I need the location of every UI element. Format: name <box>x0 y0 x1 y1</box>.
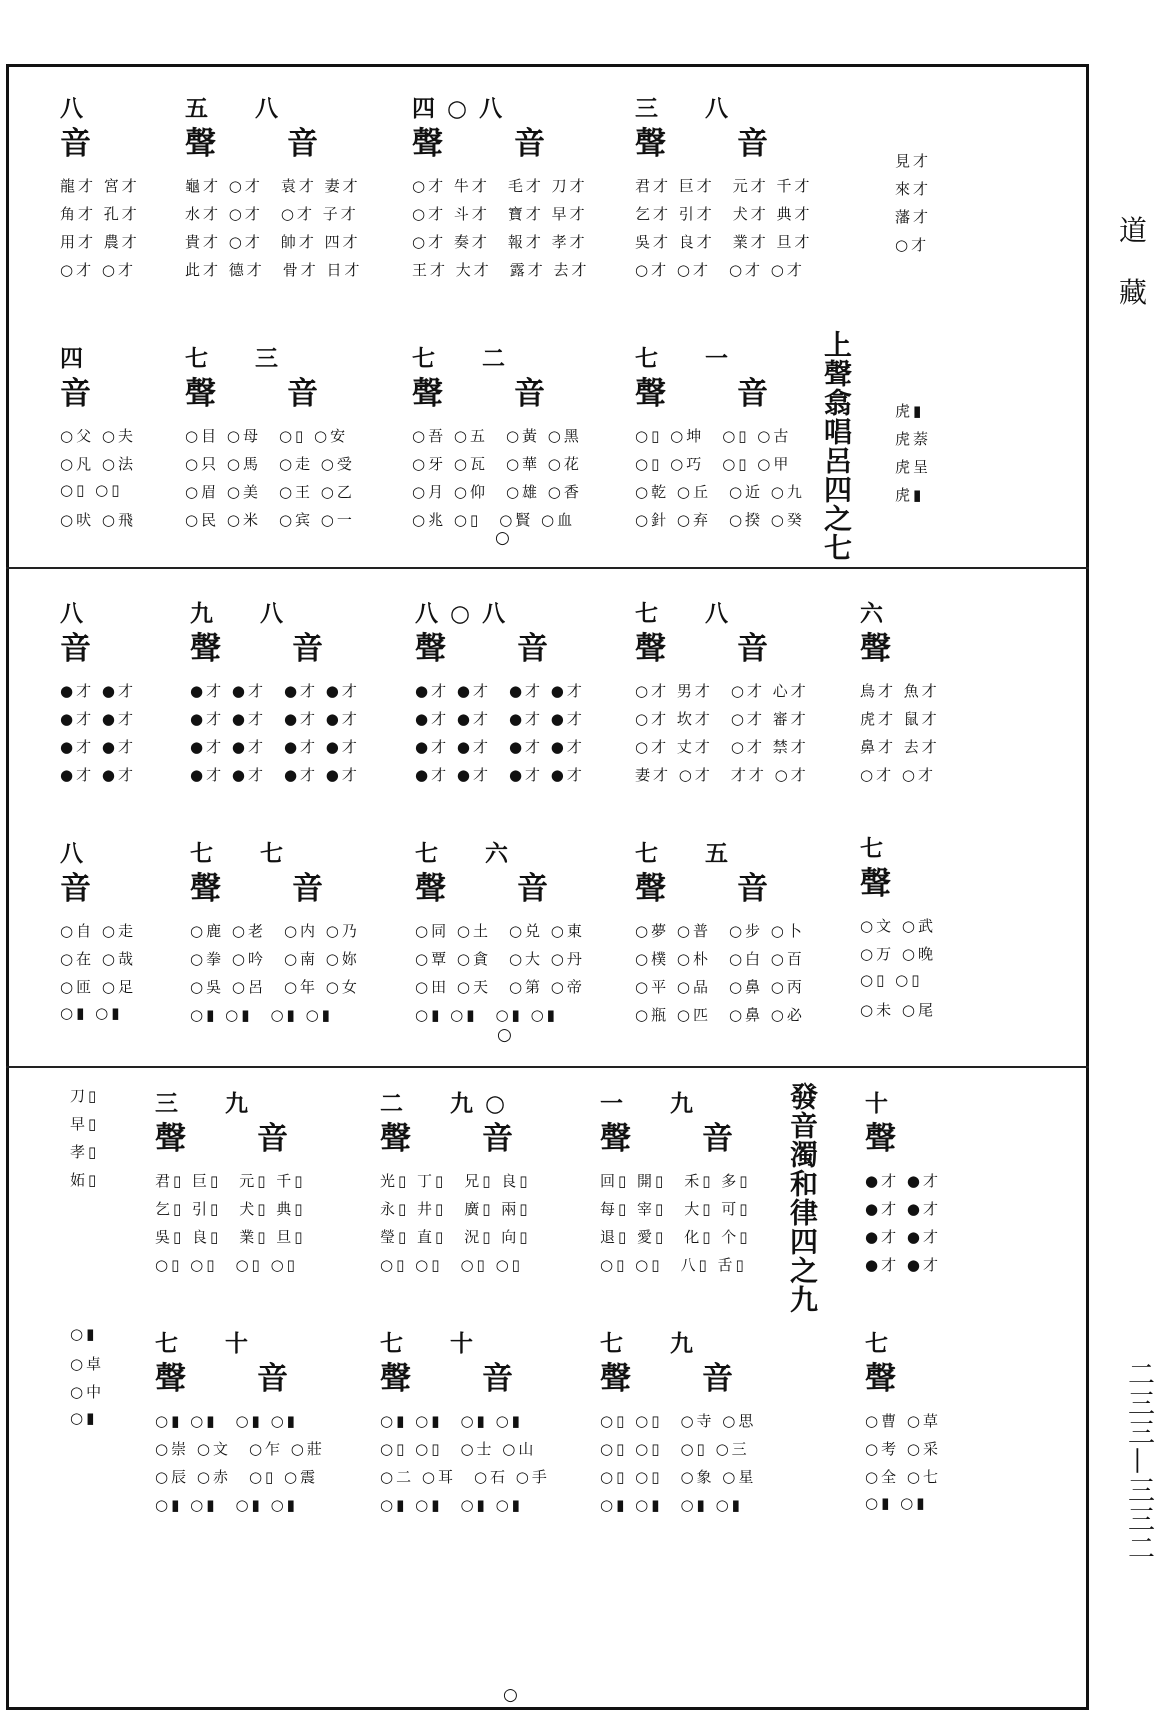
table-row: 水才 ○才 ○才 子才 <box>185 205 359 223</box>
table-row: 貴才 ○才 帥才 四才 <box>185 233 361 251</box>
table-row: ○考 ○采 <box>865 1440 941 1458</box>
table-row: 虎萘 <box>895 430 932 448</box>
table-row: ○在 ○哉 <box>60 950 136 968</box>
table-row: ○▮ ○▮ ○▮ ○▮ <box>415 1006 558 1024</box>
block-header-top: 三 九 <box>155 1090 260 1117</box>
table-row: ○▯ ○巧 ○▯ ○甲 <box>635 455 792 473</box>
table-row: ○▯ ○▯ ○象 ○星 <box>600 1468 757 1486</box>
block-header-bottom: 聲 音 <box>412 126 565 162</box>
table-row: 龜才 ○才 袁才 妻才 <box>185 177 361 195</box>
block-header-top: 十 <box>865 1090 900 1117</box>
table-row: 君才 巨才 元才 千才 <box>635 177 813 195</box>
table-row: ○▮ ○▮ ○▮ ○▮ <box>155 1496 298 1514</box>
table-row: 此才 德才 骨才 日才 <box>185 261 363 279</box>
table-row: ○才 ○才 <box>60 261 136 279</box>
table-row: ○▯ ○▯ ○士 ○山 <box>380 1440 537 1458</box>
block-header-bottom: 聲 音 <box>635 631 788 667</box>
table-row: ○只 ○馬 ○走 ○受 <box>185 455 355 473</box>
table-row: ○▯ ○▯ 八▯ 舌▯ <box>600 1256 747 1274</box>
table-row: 藩才 <box>895 208 932 226</box>
table-row: ○▮ ○▮ ○▮ ○▮ <box>155 1412 298 1430</box>
table-row: ○▯ ○坤 ○▯ ○古 <box>635 427 792 445</box>
block-header-bottom: 聲 音 <box>185 126 338 162</box>
table-row: ○▮ ○▮ ○▮ ○▮ <box>600 1496 743 1514</box>
table-row: ○文 ○武 <box>860 917 936 935</box>
table-row: 乞▯ 引▯ 犬▯ 典▯ <box>155 1200 306 1218</box>
table-row: ○吳 ○呂 ○年 ○女 <box>190 978 360 996</box>
table-row: ○▮ ○▮ ○▮ ○▮ <box>380 1412 523 1430</box>
block-header-bottom: 聲 音 <box>412 376 565 412</box>
block-header-top: 七 十 <box>380 1330 485 1357</box>
block-header-bottom: 聲 音 <box>155 1361 308 1397</box>
circle-mark: ○ <box>503 1685 518 1705</box>
table-row: ○辰 ○赤 ○▯ ○震 <box>155 1468 319 1486</box>
table-row: 虎才 鼠才 <box>860 710 940 728</box>
block-header-top: 七 十 <box>155 1330 260 1357</box>
table-row: ○牙 ○瓦 ○華 ○花 <box>412 455 582 473</box>
block-header-bottom: 聲 音 <box>190 871 343 907</box>
block-header-top: 七 一 <box>635 345 740 372</box>
block-header-top: 三 八 <box>635 95 740 122</box>
table-row: ○▯ ○▯ ○▯ ○三 <box>600 1440 750 1458</box>
table-row: ○匝 ○足 <box>60 978 136 996</box>
block-header-top: 八○八 <box>415 600 518 627</box>
block-header-top: 四○八 <box>412 95 515 122</box>
table-row: ○▮ ○▮ ○▮ ○▮ <box>380 1496 523 1514</box>
table-row: ○吠 ○飛 <box>60 511 136 529</box>
table-row: ●才 ●才 <box>865 1200 941 1218</box>
block-header-bottom: 聲 音 <box>415 871 568 907</box>
block-header-top: 七 三 <box>185 345 290 372</box>
block-header-top: 五 八 <box>185 95 290 122</box>
table-row: 孝▯ <box>70 1143 100 1161</box>
table-row: ○才 ○才 <box>860 766 936 784</box>
table-row: 瑩▯ 直▯ 況▯ 向▯ <box>380 1228 531 1246</box>
table-row: ●才 ●才 ●才 ●才 <box>190 710 360 728</box>
table-row: ○全 ○七 <box>865 1468 941 1486</box>
table-row: 光▯ 丁▯ 兄▯ 良▯ <box>380 1172 531 1190</box>
table-row: ○卓 <box>70 1355 105 1373</box>
table-row: 君▯ 巨▯ 元▯ 千▯ <box>155 1172 306 1190</box>
block-header-bottom: 聲 音 <box>190 631 343 667</box>
block-header-bottom: 聲 音 <box>635 126 788 162</box>
table-row: 妬▯ <box>70 1171 100 1189</box>
table-row: 妻才 ○才 才才 ○才 <box>635 766 809 784</box>
table-row: ○眉 ○美 ○王 ○乙 <box>185 483 355 501</box>
block-header-bottom: 聲 音 <box>635 376 788 412</box>
table-row: 鼻才 去才 <box>860 738 940 756</box>
block-header-bottom: 音 <box>60 871 111 907</box>
table-row: ○針 ○弃 ○揆 ○癸 <box>635 511 805 529</box>
block-header-top: 八 <box>60 600 95 627</box>
block-header-top: 七 五 <box>635 840 740 867</box>
block-header-top: 一 九 <box>600 1090 705 1117</box>
table-row: ○才 奏才 報才 孝才 <box>412 233 588 251</box>
table-row: ○自 ○走 <box>60 922 136 940</box>
table-row: 虎▮ <box>895 402 925 420</box>
block-header-top: 六 <box>860 600 895 627</box>
block-header-bottom: 聲 音 <box>380 1361 533 1397</box>
table-row: ●才 ●才 <box>60 710 136 728</box>
table-row: ●才 ●才 <box>865 1172 941 1190</box>
table-row: ○才 ○才 ○才 ○才 <box>635 261 805 279</box>
table-row: 見才 <box>895 152 932 170</box>
table-row: ○才 男才 ○才 心才 <box>635 682 809 700</box>
block-header-bottom: 聲 <box>865 1361 916 1397</box>
section-title-s3: 發音濁和律四之九 <box>786 1082 819 1314</box>
block-header-top: 七 七 <box>190 840 295 867</box>
table-row: ○同 ○土 ○兑 ○東 <box>415 922 585 940</box>
table-row: ○吾 ○五 ○黃 ○黑 <box>412 427 582 445</box>
table-row: 龍才 宮才 <box>60 177 140 195</box>
table-row: ●才 ●才 ●才 ●才 <box>415 682 585 700</box>
table-row: 永▯ 井▯ 廣▯ 兩▯ <box>380 1200 531 1218</box>
table-row: ○▮ ○▮ <box>865 1494 928 1512</box>
table-row: ○中 <box>70 1383 105 1401</box>
table-row: ○鹿 ○老 ○内 ○乃 <box>190 922 360 940</box>
table-row: ●才 ●才 ●才 ●才 <box>190 766 360 784</box>
block-header-bottom: 音 <box>60 631 111 667</box>
table-row: 退▯ 愛▯ 化▯ 个▯ <box>600 1228 751 1246</box>
table-row: 來才 <box>895 180 932 198</box>
table-row: ○▯ ○▯ ○寺 ○思 <box>600 1412 757 1430</box>
table-row: 虎▮ <box>895 486 925 504</box>
table-row: ○樸 ○朴 ○白 ○百 <box>635 950 805 968</box>
table-row: ●才 ●才 ●才 ●才 <box>415 710 585 728</box>
block-header-top: 七 八 <box>635 600 740 627</box>
block-header-bottom: 聲 音 <box>635 871 788 907</box>
block-header-top: 七 六 <box>415 840 520 867</box>
table-row: ○▮ <box>70 1325 98 1343</box>
table-row: ○拳 ○吟 ○南 ○妳 <box>190 950 360 968</box>
table-row: ○才 丈才 ○才 禁才 <box>635 738 809 756</box>
table-row: 吳才 良才 業才 旦才 <box>635 233 813 251</box>
table-row: ○曹 ○草 <box>865 1412 941 1430</box>
table-row: ○月 ○仰 ○雄 ○香 <box>412 483 582 501</box>
table-row: ●才 ●才 ●才 ●才 <box>415 738 585 756</box>
section-divider <box>6 567 1089 569</box>
table-row: ○兆 ○▯ ○賢 ○血 <box>412 511 576 529</box>
page-number: 二三三—三三二 <box>1123 1360 1154 1563</box>
block-header-top: 四 <box>60 345 95 372</box>
table-row: ●才 ●才 <box>60 766 136 784</box>
table-row: ○▯ ○▯ ○▯ ○▯ <box>155 1256 298 1274</box>
block-header-top: 七 九 <box>600 1330 705 1357</box>
block-header-top: 二 九○ <box>380 1090 518 1117</box>
block-header-bottom: 聲 <box>865 1121 916 1157</box>
table-row: ○凡 ○法 <box>60 455 136 473</box>
table-row: ○覃 ○貪 ○大 ○丹 <box>415 950 585 968</box>
block-header-bottom: 聲 音 <box>185 376 338 412</box>
block-header-bottom: 聲 音 <box>600 1361 753 1397</box>
table-row: ○父 ○夫 <box>60 427 136 445</box>
table-row: ○▮ ○▮ ○▮ ○▮ <box>190 1006 333 1024</box>
table-row: ○才 斗才 寶才 早才 <box>412 205 588 223</box>
table-row: ○▮ ○▮ <box>60 1004 123 1022</box>
table-row: ●才 ●才 <box>60 738 136 756</box>
table-row: ○▮ <box>70 1409 98 1427</box>
table-row: ○万 ○晚 <box>860 945 936 963</box>
table-row: ○才 牛才 毛才 刀才 <box>412 177 588 195</box>
block-header-top: 八 <box>60 840 95 867</box>
table-row: ○夢 ○普 ○步 ○卜 <box>635 922 805 940</box>
table-row: ○民 ○米 ○宾 ○一 <box>185 511 355 529</box>
table-row: 用才 農才 <box>60 233 140 251</box>
table-row: ○崇 ○文 ○乍 ○莊 <box>155 1440 325 1458</box>
block-header-bottom: 聲 音 <box>380 1121 533 1157</box>
table-row: ●才 ●才 <box>60 682 136 700</box>
table-row: 乞才 引才 犬才 典才 <box>635 205 813 223</box>
table-row: ○平 ○品 ○鼻 ○丙 <box>635 978 805 996</box>
table-row: ○瓶 ○匹 ○鼻 ○必 <box>635 1006 805 1024</box>
table-row: ○才 坎才 ○才 審才 <box>635 710 809 728</box>
block-header-bottom: 音 <box>60 126 111 162</box>
block-header-top: 七 <box>865 1330 900 1357</box>
table-row: 王才 大才 露才 去才 <box>412 261 590 279</box>
block-header-top: 七 <box>860 835 895 862</box>
table-row: ○二 ○耳 ○石 ○手 <box>380 1468 550 1486</box>
section-title-s1: 上聲翕唱呂四之七 <box>820 330 853 562</box>
circle-mark: ○ <box>497 1025 512 1045</box>
block-header-bottom: 聲 音 <box>415 631 568 667</box>
table-row: 早▯ <box>70 1115 100 1133</box>
block-header-bottom: 聲 <box>860 866 911 902</box>
table-row: ●才 ●才 <box>865 1256 941 1274</box>
table-row: ○▯ ○▯ <box>60 481 123 499</box>
table-row: ○目 ○母 ○▯ ○安 <box>185 427 349 445</box>
table-row: 回▯ 開▯ 禾▯ 多▯ <box>600 1172 751 1190</box>
circle-mark: ○ <box>495 528 510 548</box>
block-header-top: 七 二 <box>412 345 517 372</box>
block-header-bottom: 聲 <box>860 631 911 667</box>
table-row: 鳥才 魚才 <box>860 682 940 700</box>
table-row: ○乾 ○丘 ○近 ○九 <box>635 483 805 501</box>
table-row: ○▯ ○▯ ○▯ ○▯ <box>380 1256 523 1274</box>
table-row: ●才 ●才 <box>865 1228 941 1246</box>
table-row: 吳▯ 良▯ 業▯ 旦▯ <box>155 1228 306 1246</box>
table-row: ●才 ●才 ●才 ●才 <box>190 682 360 700</box>
table-row: ○未 ○尾 <box>860 1001 936 1019</box>
block-header-top: 九 八 <box>190 600 295 627</box>
table-row: ●才 ●才 ●才 ●才 <box>190 738 360 756</box>
table-row: ○才 <box>895 236 930 254</box>
block-header-bottom: 聲 音 <box>155 1121 308 1157</box>
table-row: 刀▯ <box>70 1087 100 1105</box>
side-title: 道 藏 <box>1118 214 1147 309</box>
table-row: 角才 孔才 <box>60 205 140 223</box>
table-row: 每▯ 宰▯ 大▯ 可▯ <box>600 1200 751 1218</box>
block-header-bottom: 音 <box>60 376 111 412</box>
section-divider <box>6 1066 1089 1068</box>
table-row: 虎呈 <box>895 458 932 476</box>
table-row: ●才 ●才 ●才 ●才 <box>415 766 585 784</box>
table-row: ○田 ○天 ○第 ○帝 <box>415 978 585 996</box>
table-row: ○▯ ○▯ <box>860 971 923 989</box>
block-header-bottom: 聲 音 <box>600 1121 753 1157</box>
block-header-top: 八 <box>60 95 95 122</box>
